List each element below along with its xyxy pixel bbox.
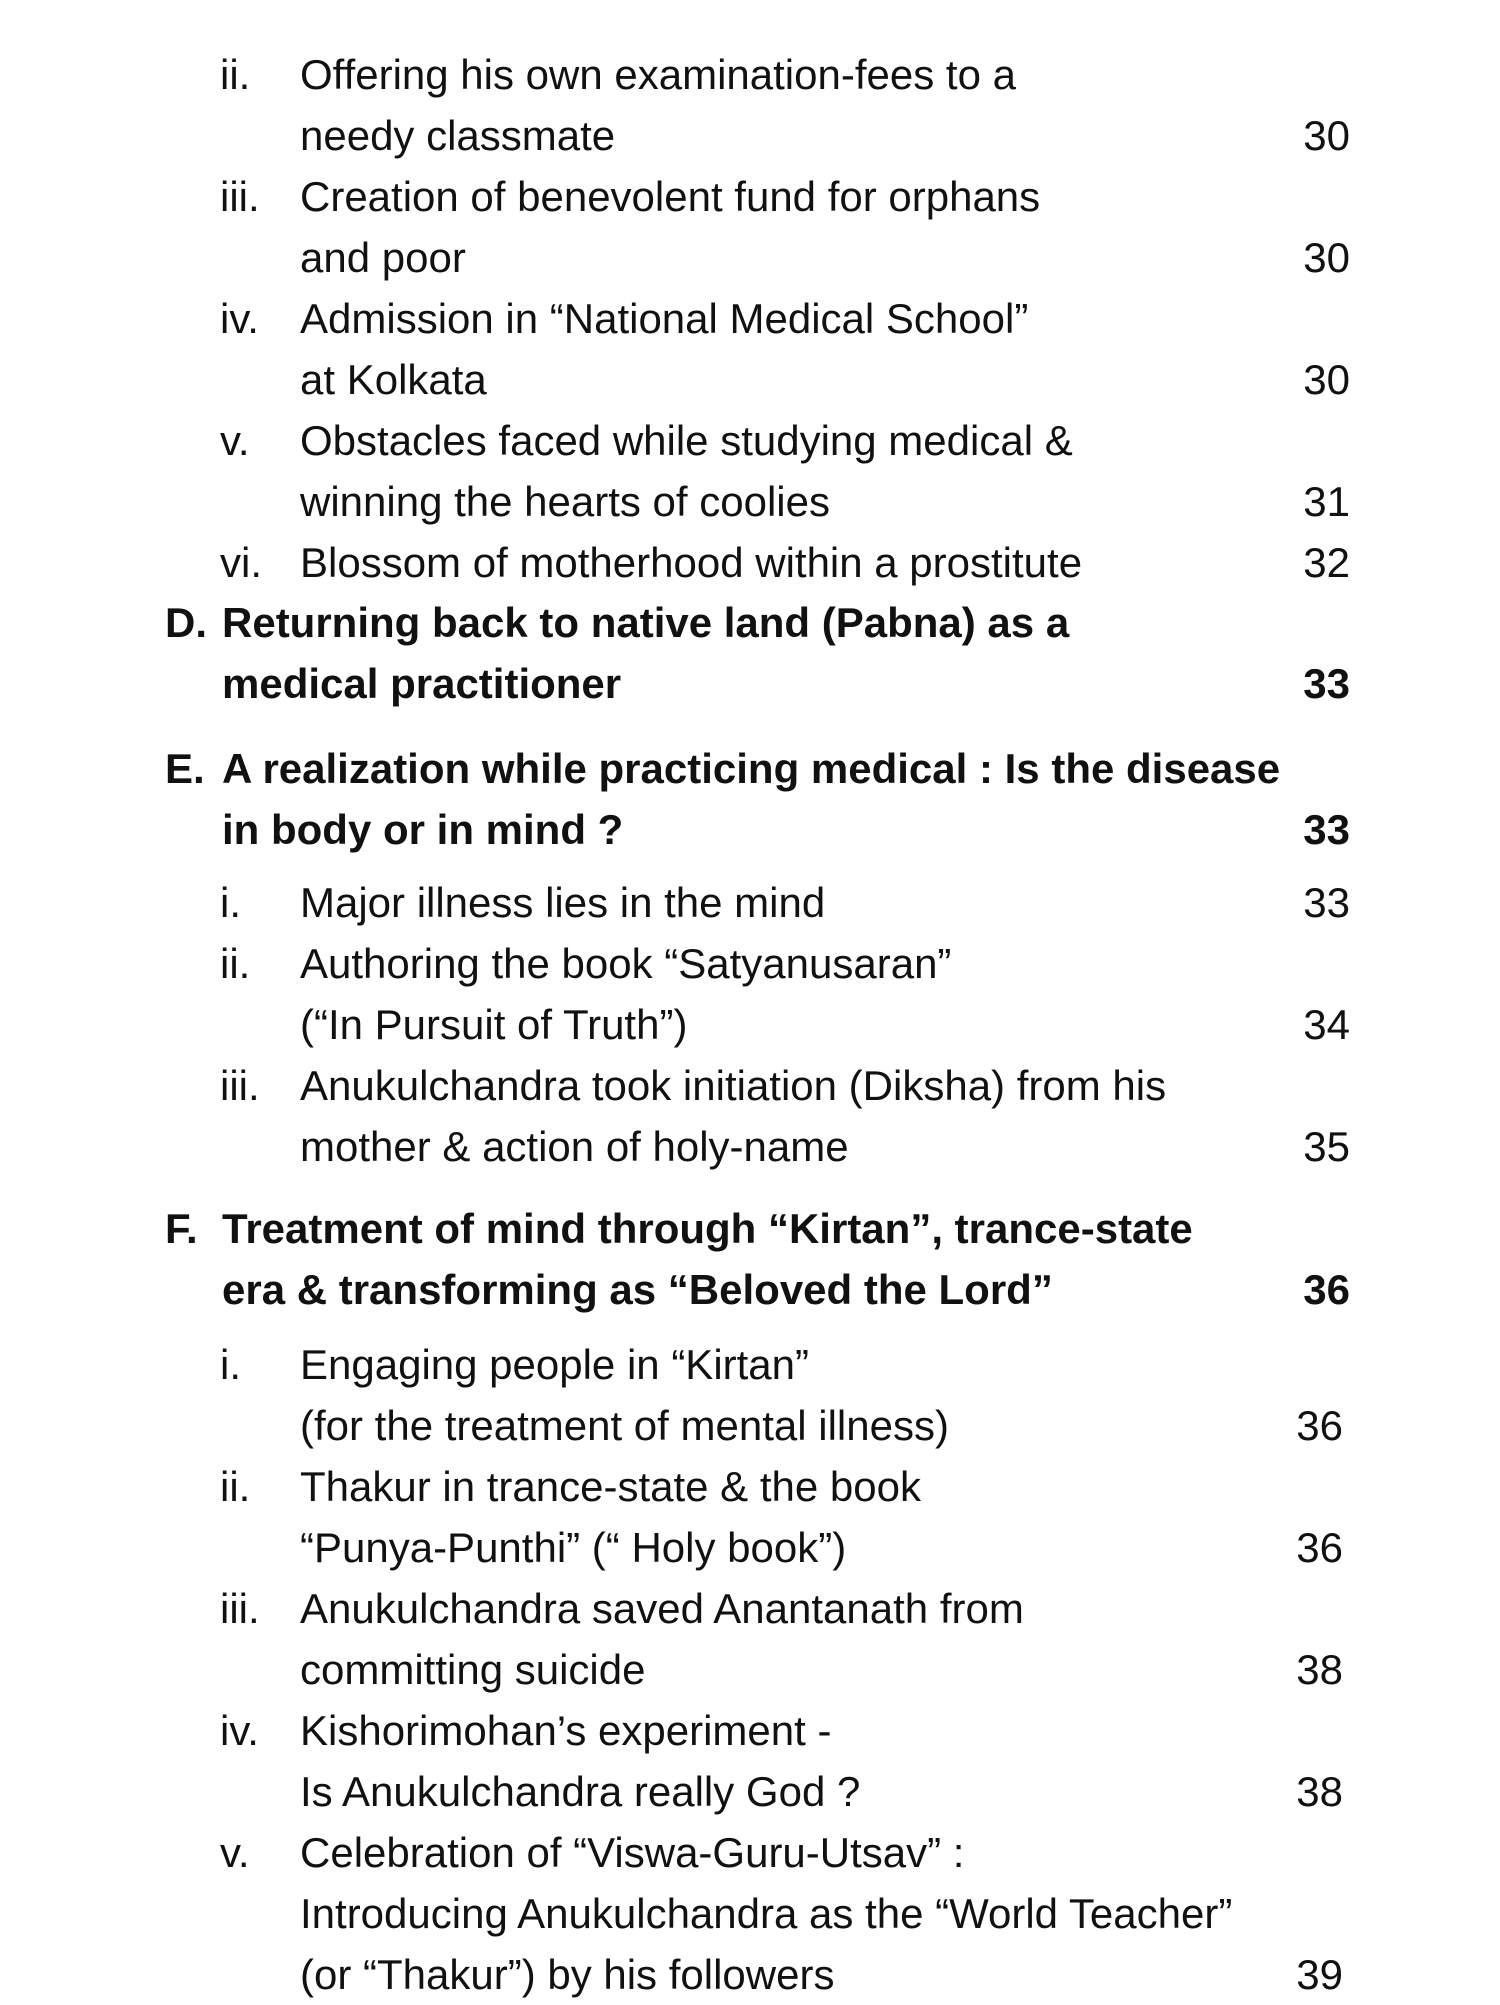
section-title-line: Treatment of mind through “Kirtan”, trance-state <box>222 1205 1193 1252</box>
section-title-line: in body or in mind ? <box>222 806 624 853</box>
section-page-number: 36 <box>1303 1266 1350 1313</box>
entry-title-line: Major illness lies in the mind <box>300 879 826 926</box>
entry-page-number: 32 <box>1303 539 1350 586</box>
entry-title-line: Is Anukulchandra really God ? <box>300 1768 861 1815</box>
section-letter: D. <box>165 599 207 646</box>
entry-number: ii. <box>220 940 251 987</box>
entry-title-line: Obstacles faced while studying medical & <box>300 417 1073 464</box>
entry-number: iii. <box>220 173 260 220</box>
entry-number: vi. <box>220 539 262 586</box>
entry-page-number: 38 <box>1296 1768 1343 1815</box>
entry-title-line: “Punya-Punthi” (“ Holy book”) <box>300 1524 847 1571</box>
entry-number: iv. <box>220 1707 259 1754</box>
entry-number: i. <box>220 879 241 926</box>
entry-page-number: 36 <box>1296 1524 1343 1571</box>
entry-page-number: 38 <box>1296 1646 1343 1693</box>
entry-number: i. <box>220 1341 241 1388</box>
section-letter: F. <box>165 1205 198 1252</box>
entry-number: ii. <box>220 51 251 98</box>
entry-title-line: (“In Pursuit of Truth”) <box>300 1001 688 1048</box>
entry-title-line: needy classmate <box>300 112 616 159</box>
section-letter: E. <box>165 745 205 792</box>
entry-title-line: Engaging people in “Kirtan” <box>300 1341 810 1388</box>
entry-title-line: committing suicide <box>300 1646 646 1693</box>
entry-page-number: 30 <box>1303 112 1350 159</box>
entry-number: v. <box>220 1829 250 1876</box>
entry-title-line: Thakur in trance-state & the book <box>300 1463 921 1510</box>
entry-page-number: 31 <box>1303 478 1350 525</box>
entry-number: iii. <box>220 1062 260 1109</box>
entry-title-line: Anukulchandra saved Anantanath from <box>300 1585 1024 1632</box>
section-title-line: era & transforming as “Beloved the Lord” <box>222 1266 1053 1313</box>
section-title-line: A realization while practicing medical : Is the disease <box>222 745 1281 792</box>
entry-title-line: Celebration of “Viswa-Guru-Utsav” : <box>300 1829 965 1876</box>
entry-page-number: 34 <box>1303 1001 1350 1048</box>
entry-title-line: Offering his own examination-fees to a <box>300 51 1016 98</box>
entry-title-line: Introducing Anukulchandra as the “World Teacher” <box>300 1890 1233 1937</box>
entry-page-number: 33 <box>1303 879 1350 926</box>
entry-title-line: winning the hearts of coolies <box>300 478 830 525</box>
entry-page-number: 30 <box>1303 234 1350 281</box>
entry-title-line: (or “Thakur”) by his followers <box>300 1951 835 1998</box>
entry-title-line: Admission in “National Medical School” <box>300 295 1029 342</box>
entry-number: v. <box>220 417 250 464</box>
entry-page-number: 35 <box>1303 1123 1350 1170</box>
entry-title-line: Kishorimohan’s experiment - <box>300 1707 832 1754</box>
entry-title-line: and poor <box>300 234 466 281</box>
entry-page-number: 30 <box>1303 356 1350 403</box>
entry-title-line: at Kolkata <box>300 356 487 403</box>
entry-title-line: Creation of benevolent fund for orphans <box>300 173 1041 220</box>
entry-page-number: 39 <box>1296 1951 1343 1998</box>
section-page-number: 33 <box>1303 660 1350 707</box>
section-title-line: Returning back to native land (Pabna) as a <box>222 599 1070 646</box>
section-page-number: 33 <box>1303 806 1350 853</box>
entry-number: iv. <box>220 295 259 342</box>
entry-title-line: (for the treatment of mental illness) <box>300 1402 949 1449</box>
entry-title-line: Blossom of motherhood within a prostitute <box>300 539 1083 586</box>
entry-title-line: mother & action of holy-name <box>300 1123 849 1170</box>
section-title-line: medical practitioner <box>222 660 622 707</box>
entry-number: iii. <box>220 1585 260 1632</box>
entry-title-line: Anukulchandra took initiation (Diksha) from his <box>300 1062 1167 1109</box>
entry-number: ii. <box>220 1463 251 1510</box>
entry-title-line: Authoring the book “Satyanusaran” <box>300 940 952 987</box>
entry-page-number: 36 <box>1296 1402 1343 1449</box>
